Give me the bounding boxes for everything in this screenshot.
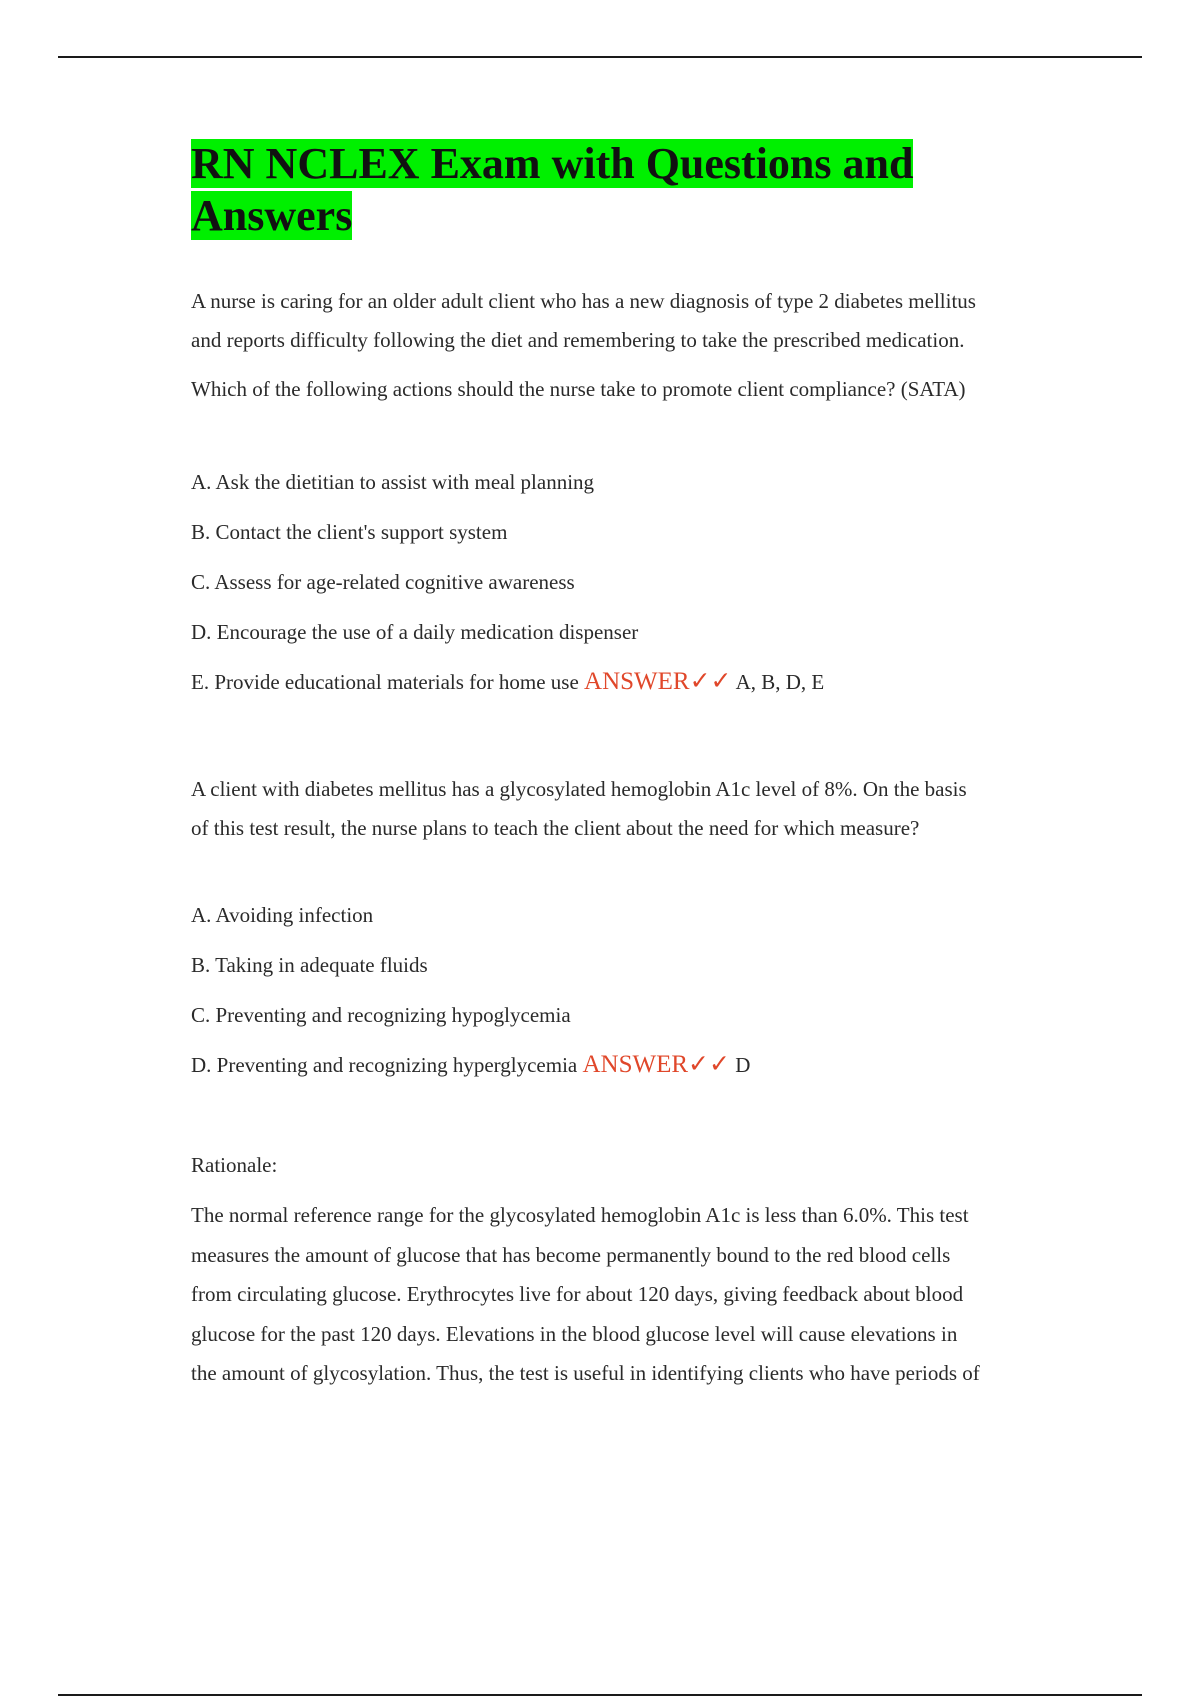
question-2 <box>191 770 1061 1080</box>
option-c: C. Preventing and recognizing hypoglycemia <box>191 1003 571 1027</box>
rationale-label: Rationale: <box>191 1153 278 1177</box>
answer-tag: ANSWER✓✓ <box>582 1051 730 1078</box>
top-rule <box>58 56 1142 58</box>
option-a: A. Ask the dietitian to assist with meal planning <box>191 470 595 494</box>
option-d-with-answer <box>191 1050 1061 1080</box>
answer-tag: ANSWER✓✓ <box>584 668 732 695</box>
question-2-stem-line: of this test result, the nurse plans to teach the client about the need for which measure? <box>191 816 920 840</box>
option-a: A. Avoiding infection <box>191 903 374 927</box>
question-2-options <box>191 900 1061 1080</box>
question-1 <box>191 282 1061 697</box>
option-d: D. Encourage the use of a daily medication dispenser <box>191 620 639 644</box>
rationale-line: glucose for the past 120 days. Elevations in the blood glucose level will cause elevations in <box>191 1321 958 1346</box>
question-1-stem <box>191 282 1061 360</box>
question-2-stem-line: A client with diabetes mellitus has a glycosylated hemoglobin A1c level of 8%. On the basis <box>191 777 967 801</box>
page-title: RN NCLEX Exam with Questions and Answers <box>191 139 914 240</box>
option-e-with-answer <box>191 667 1061 697</box>
question-1-options <box>191 467 1061 697</box>
rationale-line: the amount of glycosylation. Thus, the test is useful in identifying clients who have periods of <box>191 1361 980 1385</box>
option-c: C. Assess for age-related cognitive awareness <box>191 570 575 594</box>
rationale-line: The normal reference range for the glycosylated hemoglobin A1c is less than 6.0%. This test <box>191 1203 969 1227</box>
answer-value: D <box>735 1053 751 1077</box>
option-b: B. Taking in adequate fluids <box>191 953 428 977</box>
question-2-stem <box>191 770 1061 848</box>
rationale-line: from circulating glucose. Erythrocytes live for about 120 days, giving feedback about blood <box>191 1282 964 1306</box>
option-d: D. Preventing and recognizing hyperglycemia <box>191 1053 578 1077</box>
document-body <box>191 138 1061 1394</box>
question-1-stem-line: A nurse is caring for an older adult client who has a new diagnosis of type 2 diabetes mellitus <box>191 289 976 313</box>
rationale-line: measures the amount of glucose that has become permanently bound to the red blood cells <box>191 1242 951 1267</box>
rationale-text <box>191 1196 1061 1394</box>
option-b: B. Contact the client's support system <box>191 520 508 544</box>
title-block <box>191 138 951 242</box>
option-e: E. Provide educational materials for home use <box>191 670 579 694</box>
question-1-stem-line: and reports difficulty following the diet and remembering to take the prescribed medication. <box>191 328 965 352</box>
question-1-prompt: Which of the following actions should the nurse take to promote client compliance? (SATA) <box>191 377 966 401</box>
answer-value: A, B, D, E <box>735 670 825 694</box>
bottom-rule <box>58 1694 1142 1696</box>
